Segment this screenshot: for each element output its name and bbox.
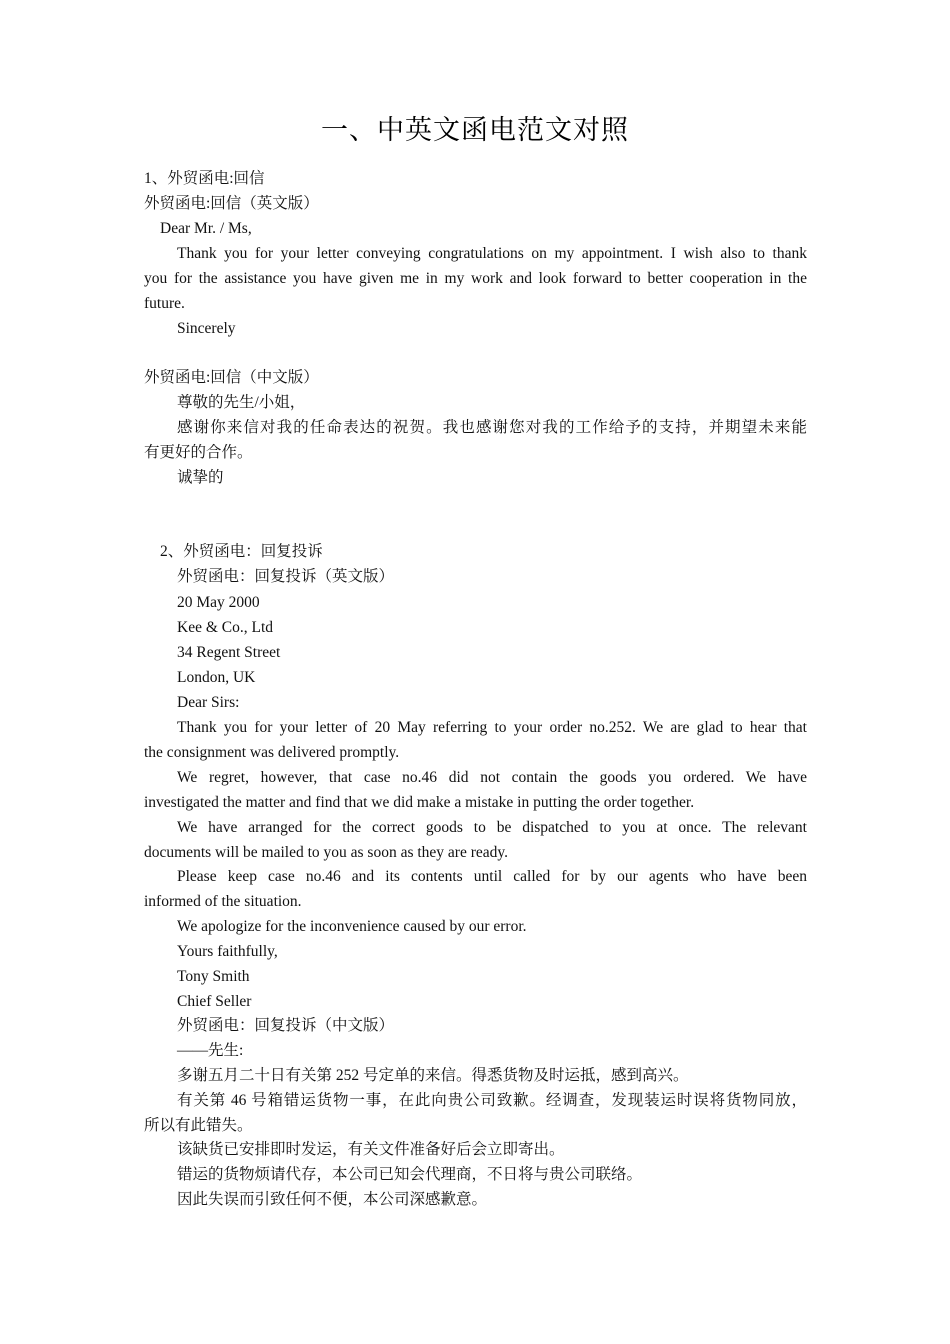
section2-english-paragraph-line: Please keep case no.46 and its contents until called for by our agents who have been: [177, 868, 807, 885]
section1-english-salutation: Dear Mr. / Ms,: [160, 220, 252, 237]
section2-chinese-subheading: 外贸函电：回复投诉（中文版）: [177, 1017, 395, 1034]
section1-english-closing: Sincerely: [177, 320, 236, 337]
section2-chinese-paragraph-line: 所以有此错失。: [144, 1117, 253, 1134]
signer-name: Tony Smith: [177, 968, 250, 985]
section2-chinese-paragraph-line: 有关第 46 号箱错运货物一事，在此向贵公司致歉。经调查，发现装运时误将货物同放，: [177, 1092, 807, 1109]
section1-english-body-line: you for the assistance you have given me in my work and look forward to better cooperation in the: [144, 270, 807, 287]
section1-english-body-line: future.: [144, 295, 185, 312]
page-title: 一、中英文函电范文对照: [321, 115, 629, 146]
section2-english-salutation: Dear Sirs:: [177, 694, 240, 711]
section2-english-closing: Yours faithfully,: [177, 943, 278, 960]
section1-chinese-body-line: 有更好的合作。: [144, 444, 253, 461]
recipient-city: London, UK: [177, 669, 256, 686]
section2-chinese-paragraph-line: 多谢五月二十日有关第 252 号定单的来信。得悉货物及时运抵，感到高兴。: [177, 1067, 689, 1084]
section2-english-paragraph-line: investigated the matter and find that we did make a mistake in putting the order together.: [144, 794, 695, 811]
section1-heading: 1、外贸函电:回信: [144, 170, 265, 187]
section2-english-paragraph-line: We apologize for the inconvenience caused by our error.: [177, 918, 527, 935]
section1-chinese-subheading: 外贸函电:回信（中文版）: [144, 369, 319, 386]
section1-english-subheading: 外贸函电:回信（英文版）: [144, 195, 319, 212]
section1-chinese-salutation: 尊敬的先生/小姐，: [177, 394, 306, 411]
recipient-street: 34 Regent Street: [177, 644, 281, 661]
section1-chinese-body-line: 感谢你来信对我的任命表达的祝贺。我也感谢您对我的工作给予的支持，并期望未来能: [177, 419, 807, 436]
section2-english-paragraph-line: Thank you for your letter of 20 May referring to your order no.252. We are glad to hear that: [177, 719, 807, 736]
letter-date: 20 May 2000: [177, 594, 260, 611]
signer-title: Chief Seller: [177, 993, 252, 1010]
section2-english-paragraph-line: documents will be mailed to you as soon as they are ready.: [144, 844, 509, 861]
section2-heading: 2、外贸函电：回复投诉: [160, 543, 323, 560]
section1-english-body-line: Thank you for your letter conveying congratulations on my appointment. I wish also to thank: [177, 245, 807, 262]
section2-english-paragraph-line: We have arranged for the correct goods to be dispatched to you at once. The relevant: [177, 819, 807, 836]
section2-english-paragraph-line: informed of the situation.: [144, 893, 302, 910]
section2-english-paragraph-line: We regret, however, that case no.46 did not contain the goods you ordered. We have: [177, 769, 807, 786]
section2-chinese-paragraph-line: 该缺货已安排即时发运，有关文件准备好后会立即寄出。: [177, 1141, 565, 1158]
section2-english-subheading: 外贸函电：回复投诉（英文版）: [177, 568, 395, 585]
section1-chinese-closing: 诚挚的: [177, 469, 224, 486]
section2-chinese-paragraph-line: 错运的货物烦请代存，本公司已知会代理商，不日将与贵公司联络。: [177, 1166, 643, 1183]
section2-english-paragraph-line: the consignment was delivered promptly.: [144, 744, 400, 761]
section2-chinese-salutation: ——先生:: [177, 1042, 244, 1059]
section2-chinese-paragraph-line: 因此失误而引致任何不便，本公司深感歉意。: [177, 1191, 488, 1208]
recipient-company: Kee & Co., Ltd: [177, 619, 273, 636]
